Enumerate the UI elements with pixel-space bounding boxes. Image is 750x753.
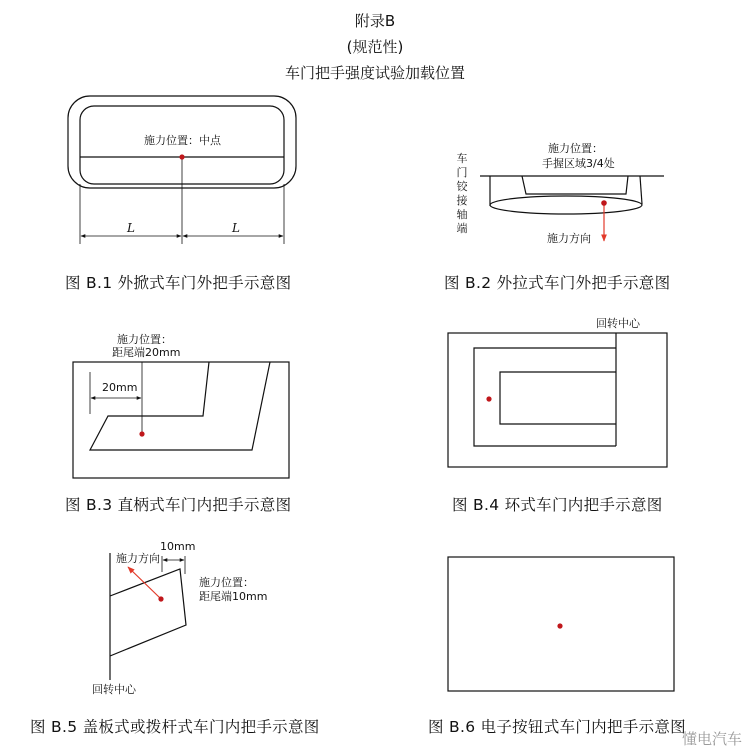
fig4-rotation-label: 回转中心 [596,317,640,330]
fig1-caption: 图 B.1 外掀式车门外把手示意图 [65,274,292,292]
fig2-force-point [601,200,607,206]
fig2-grip-zone [522,176,628,194]
fig1-dim-right-label: L [232,221,240,235]
fig2-caption: 图 B.2 外拉式车门外把手示意图 [444,274,671,292]
fig5-rotation-label: 回转中心 [92,683,136,696]
fig3-dim-label: 20mm [102,381,138,394]
fig4-drawing [448,333,667,467]
fig1-force-label: 施力位置：中点 [144,134,221,147]
fig5-force-title: 施力位置： [199,576,254,589]
fig3-handle [90,362,270,450]
fig4-ring-outer [474,348,616,446]
fig5-dim-label: 10mm [160,540,196,553]
page-title: 车门把手强度试验加载位置 [284,64,465,82]
fig3-force-title: 施力位置： [117,333,172,346]
appendix-label: 附录B [354,12,396,30]
fig1-dim-left-label: L [127,221,135,235]
fig1-force-point [179,154,184,159]
fig2-force-desc: 手握区域3/4处 [542,157,615,170]
fig3-drawing [73,362,289,478]
fig5-force-desc: 距尾端10mm [199,590,268,603]
fig5-direction-label: 施力方向 [116,552,160,565]
fig2-force-title: 施力位置： [548,142,603,155]
fig4-frame [448,333,667,467]
fig4-ring-inner [500,372,616,424]
fig5-caption: 图 B.5 盖板式或拨杆式车门内把手示意图 [30,718,320,736]
fig2-direction-label: 施力方向 [547,232,591,245]
fig3-force-point [139,431,144,436]
fig6-caption: 图 B.6 电子按钮式车门内把手示意图 [428,718,686,736]
fig4-caption: 图 B.4 环式车门内把手示意图 [452,496,663,514]
normative-label: (规范性) [346,38,404,56]
fig3-force-desc: 距尾端20mm [112,346,181,359]
fig5-force-point [158,596,163,601]
fig6-force-point [557,623,562,628]
fig2-handle-bar [490,196,642,214]
fig5-lever [110,569,186,656]
fig2-drawing [480,176,664,214]
watermark: 懂电汽车 [681,730,742,748]
fig5-force-arrow [128,567,160,598]
fig5-drawing [110,553,186,680]
fig4-force-point [486,396,491,401]
fig2-hinge-label: 车 门 铰 接 轴 端 [456,152,468,235]
fig1-drawing [68,96,296,244]
fig3-caption: 图 B.3 直柄式车门内把手示意图 [65,496,292,514]
